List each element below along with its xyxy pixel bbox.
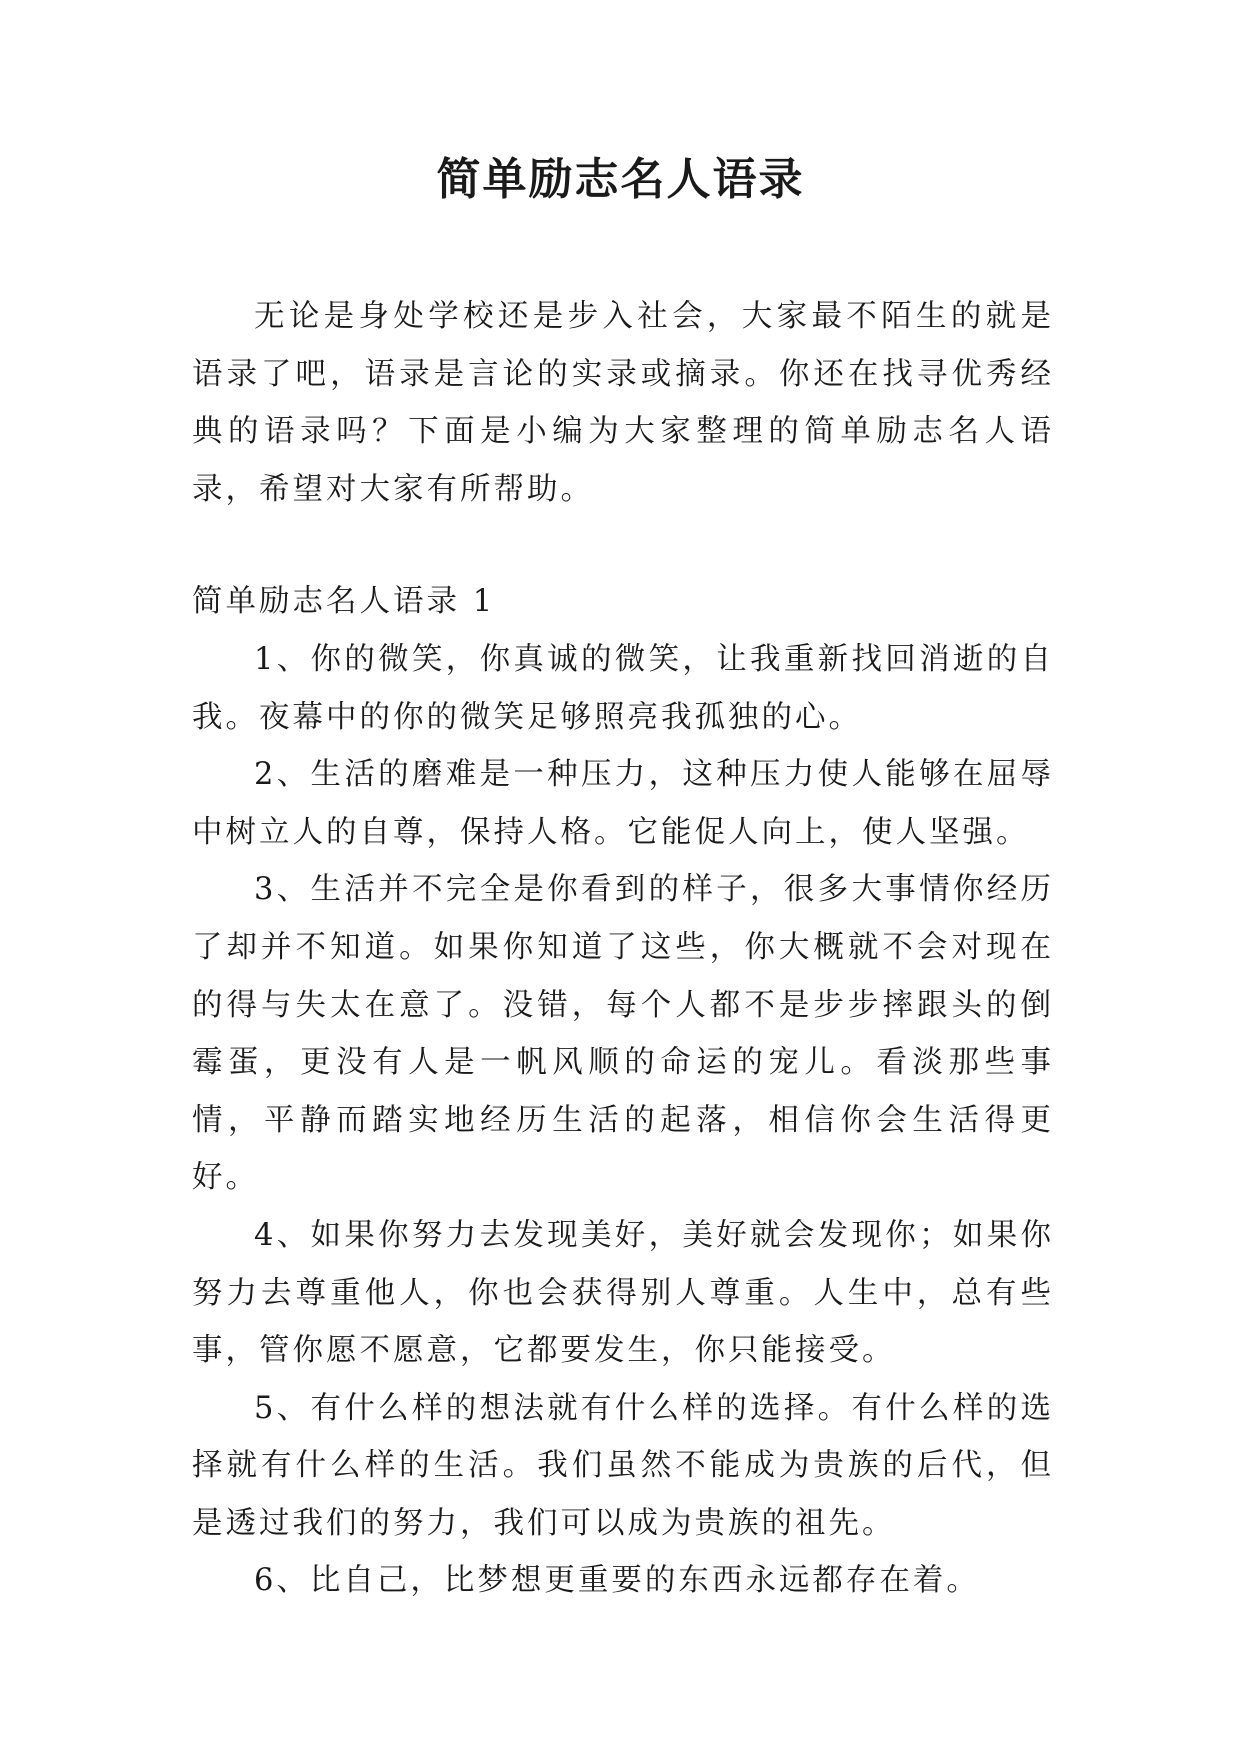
quote-paragraph-4: 4、如果你努力去发现美好，美好就会发现你；如果你努力去尊重他人，你也会获得别人尊重。人生中，总有些事，管你愿不愿意，它都要发生，你只能接受。: [192, 1217, 1054, 1369]
quote-paragraph-6: 6、比自己，比梦想更重要的东西永远都存在着。: [254, 1563, 980, 1599]
intro-paragraph: 无论是身处学校还是步入社会，大家最不陌生的就是语录了吧，语录是言论的实录或摘录。你还在找寻优秀经典的语录吗？下面是小编为大家整理的简单励志名人语录，希望对大家有所帮助。: [192, 299, 1054, 507]
quote-paragraph-2: 2、生活的磨难是一种压力，这种压力使人能够在屈辱中树立人的自尊，保持人格。它能促人向上，使人坚强。: [192, 757, 1054, 850]
quote-paragraph-5: 5、有什么样的想法就有什么样的选择。有什么样的选择就有什么样的生活。我们虽然不能成为贵族的后代，但是透过我们的努力，我们可以成为贵族的祖先。: [192, 1390, 1054, 1541]
quote-paragraph-1: 1、你的微笑，你真诚的微笑，让我重新找回消逝的自我。夜幕中的你的微笑足够照亮我孤独的心。: [192, 641, 1054, 735]
document-body: [192, 288, 1054, 1610]
quote-paragraph-3: 3、生活并不完全是你看到的样子，很多大事情你经历了却并不知道。如果你知道了这些，你大概就不会对现在的得与失太在意了。没错，每个人都不是步步摔跟头的倒霉蛋，更没有人是一帆风顺的命运的宠儿。看淡那些事情，平静而踏实地经历生活的起落，相信你会生活得更好。: [192, 872, 1054, 1196]
section-heading: 简单励志名人语录 1: [192, 584, 496, 620]
document-title: 简单励志名人语录: [436, 154, 805, 205]
